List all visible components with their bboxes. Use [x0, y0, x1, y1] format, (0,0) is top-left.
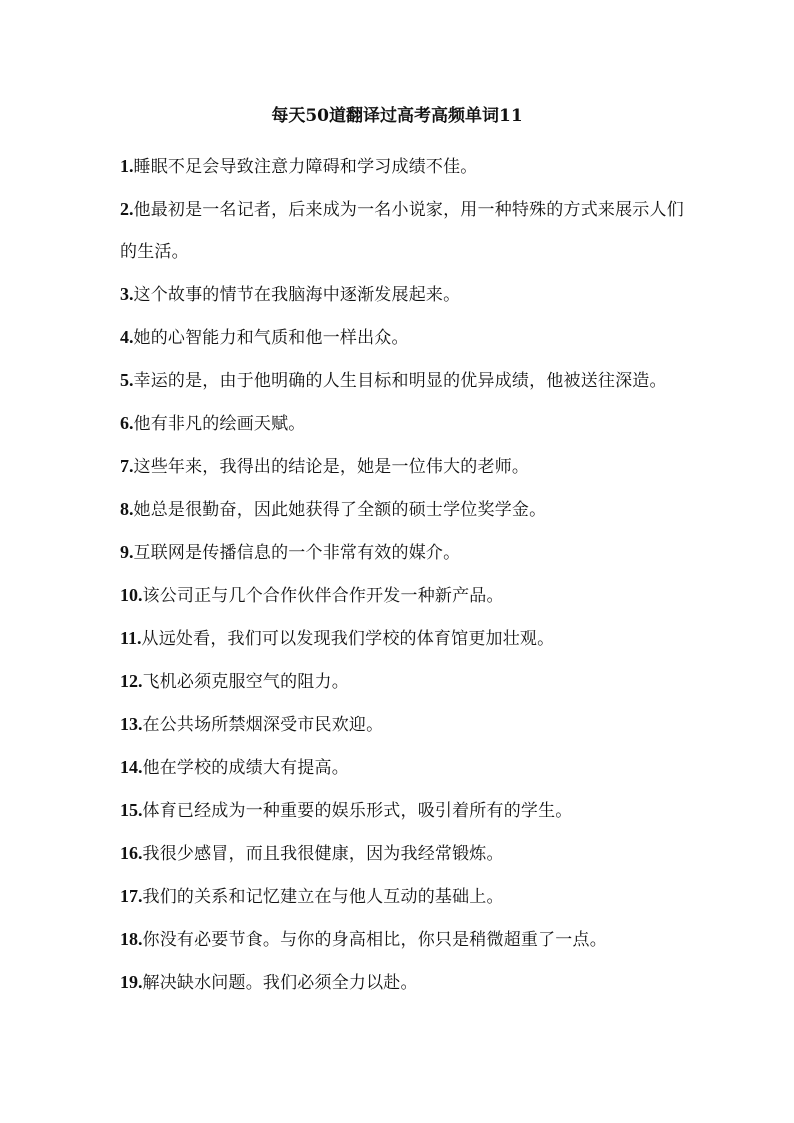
list-item: [120, 188, 688, 273]
item-text: 她总是很勤奋，因此她获得了全额的硕士学位奖学金。: [133, 500, 547, 520]
item-number: 13.: [120, 714, 143, 734]
item-text: 他在学校的成绩大有提高。: [142, 758, 349, 778]
item-number: 2.: [120, 199, 134, 219]
list-item: [120, 273, 688, 316]
item-number: 12.: [120, 671, 143, 691]
list-item: [120, 961, 688, 1004]
list-item: [120, 918, 688, 961]
list-item: [120, 832, 688, 875]
list-item: [120, 488, 688, 531]
item-text: 这些年来，我得出的结论是，她是一位伟大的老师。: [133, 457, 530, 477]
item-text: 这个故事的情节在我脑海中逐渐发展起来。: [133, 285, 461, 305]
list-item: [120, 875, 688, 918]
list-item: [120, 703, 688, 746]
list-item: [120, 574, 688, 617]
document-title: 每天50道翻译过高考高频单词11: [271, 106, 523, 126]
item-number: 5.: [120, 370, 134, 390]
item-number: 9.: [120, 542, 134, 562]
item-text: 我们的关系和记忆建立在与他人互动的基础上。: [142, 887, 504, 907]
item-text: 幸运的是，由于他明确的人生目标和明显的优异成绩，他被送往深造。: [133, 371, 667, 391]
item-number: 4.: [120, 327, 134, 347]
item-number: 1.: [120, 156, 134, 176]
item-text: 从远处看，我们可以发现我们学校的体育馆更加壮观。: [141, 629, 555, 649]
item-number: 17.: [120, 886, 143, 906]
item-number: 6.: [120, 413, 134, 433]
item-number: 16.: [120, 843, 143, 863]
list-item: [120, 445, 688, 488]
item-number: 19.: [120, 972, 143, 992]
item-text: 她的心智能力和气质和他一样出众。: [133, 328, 409, 348]
item-number: 10.: [120, 585, 143, 605]
item-text: 睡眠不足会导致注意力障碍和学习成绩不佳。: [133, 157, 478, 177]
item-number: 11.: [120, 628, 142, 648]
list-item: [120, 316, 688, 359]
list-item: [120, 617, 688, 660]
item-number: 8.: [120, 499, 134, 519]
item-number: 7.: [120, 456, 134, 476]
item-number: 18.: [120, 929, 143, 949]
item-number: 14.: [120, 757, 143, 777]
item-text: 他最初是一名记者，后来成为一名小说家，用一种特殊的方式来展示人们的生活。: [120, 200, 684, 262]
list-item: [120, 359, 688, 402]
item-text: 该公司正与几个合作伙伴合作开发一种新产品。: [142, 586, 504, 606]
item-text: 互联网是传播信息的一个非常有效的媒介。: [133, 543, 461, 563]
item-number: 15.: [120, 800, 143, 820]
list-item: [120, 531, 688, 574]
list-item: [120, 660, 688, 703]
list-item: [120, 402, 688, 445]
list-item: [120, 789, 688, 832]
item-text: 你没有必要节食。与你的身高相比，你只是稍微超重了一点。: [142, 930, 607, 950]
item-text: 解决缺水问题。我们必须全力以赴。: [142, 973, 418, 993]
item-text: 他有非凡的绘画天赋。: [133, 414, 306, 434]
list-item: [120, 145, 688, 188]
item-text: 我很少感冒，而且我很健康，因为我经常锻炼。: [142, 844, 504, 864]
list-item: [120, 746, 688, 789]
item-number: 3.: [120, 284, 134, 304]
item-text: 体育已经成为一种重要的娱乐形式，吸引着所有的学生。: [142, 801, 573, 821]
item-text: 在公共场所禁烟深受市民欢迎。: [142, 715, 384, 735]
item-text: 飞机必须克服空气的阻力。: [142, 672, 349, 692]
translation-item-list: [120, 145, 688, 1004]
